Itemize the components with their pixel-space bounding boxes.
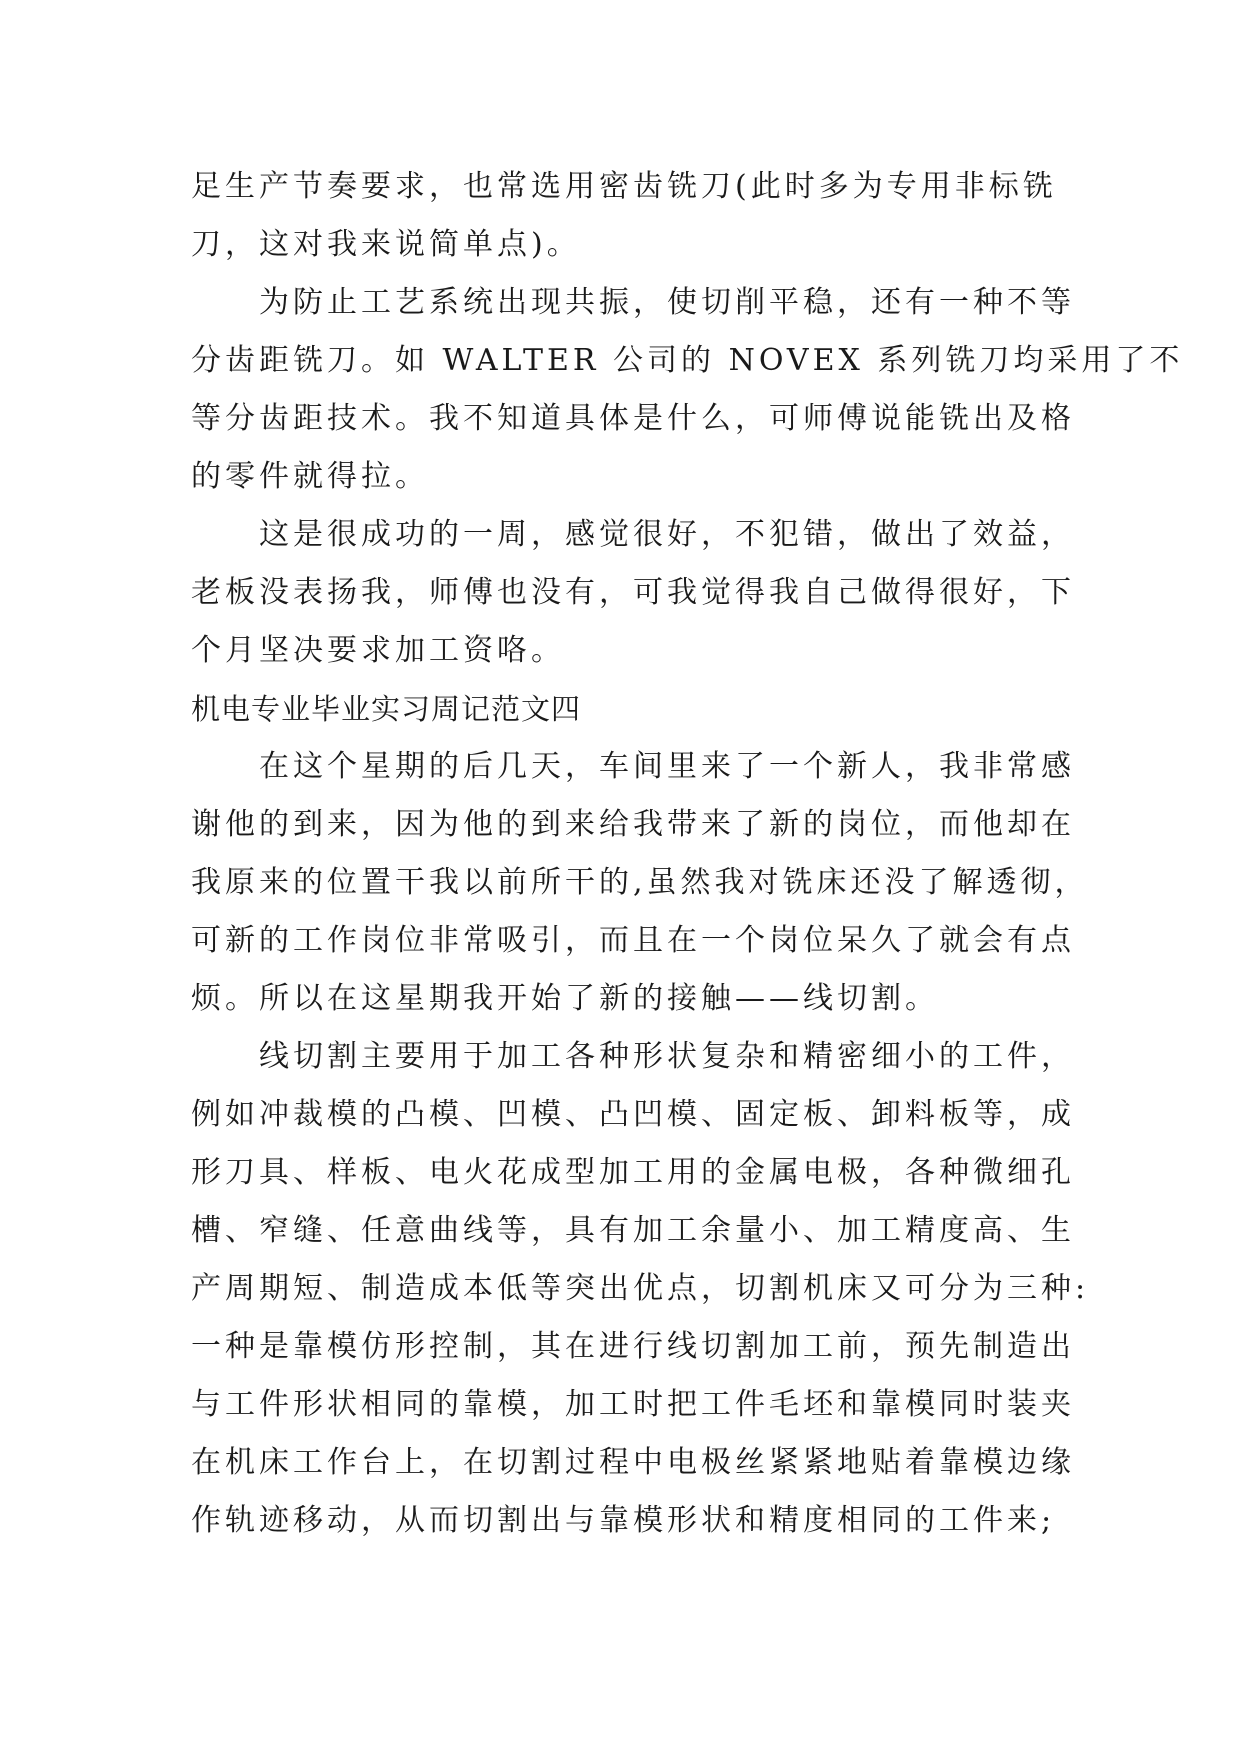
text-line: 一种是靠模仿形控制，其在进行线切割加工前，预先制造出 (191, 1329, 1075, 1364)
text-line: 产周期短、制造成本低等突出优点，切割机床又可分为三种: (191, 1271, 1090, 1306)
text-line: 在这个星期的后几天，车间里来了一个新人，我非常感 (259, 749, 1075, 784)
text-line: 与工件形状相同的靠模，加工时把工件毛坯和靠模同时装夹 (191, 1387, 1075, 1422)
text-line: 谢他的到来，因为他的到来给我带来了新的岗位，而他却在 (191, 807, 1075, 842)
text-line: 个月坚决要求加工资咯。 (191, 633, 565, 668)
text-line: 形刀具、样板、电火花成型加工用的金属电极，各种微细孔 (191, 1155, 1075, 1190)
text-line: 足生产节奏要求，也常选用密齿铣刀(此时多为专用非标铣 (191, 169, 1057, 204)
text-line: 为防止工艺系统出现共振，使切削平稳，还有一种不等 (259, 285, 1075, 320)
text-line: 作轨迹移动，从而切割出与靠模形状和精度相同的工件来; (191, 1503, 1056, 1538)
text-line: 分齿距铣刀。如 WALTER 公司的 NOVEX 系列铣刀均采用了不 (191, 343, 1184, 378)
text-line: 槽、窄缝、任意曲线等，具有加工余量小、加工精度高、生 (191, 1213, 1075, 1248)
text-line: 老板没表扬我，师傅也没有，可我觉得我自己做得很好，下 (191, 575, 1075, 610)
text-line: 我原来的位置干我以前所干的,虽然我对铣床还没了解透彻， (191, 865, 1089, 900)
text-line: 等分齿距技术。我不知道具体是什么，可师傅说能铣出及格 (191, 401, 1075, 436)
text-line: 刀，这对我来说简单点)。 (191, 227, 581, 262)
text-line: 的零件就得拉。 (191, 459, 429, 494)
text-line: 线切割主要用于加工各种形状复杂和精密细小的工件， (259, 1039, 1075, 1074)
text-line: 例如冲裁模的凸模、凹模、凸凹模、固定板、卸料板等，成 (191, 1097, 1075, 1132)
section-heading: 机电专业毕业实习周记范文四 (191, 692, 582, 726)
text-line: 在机床工作台上，在切割过程中电极丝紧紧地贴着靠模边缘 (191, 1445, 1075, 1480)
document-body (191, 158, 1184, 1550)
text-line: 这是很成功的一周，感觉很好，不犯错，做出了效益， (259, 517, 1075, 552)
text-line: 烦。所以在这星期我开始了新的接触——线切割。 (191, 981, 939, 1016)
text-line: 可新的工作岗位非常吸引，而且在一个岗位呆久了就会有点 (191, 923, 1075, 958)
